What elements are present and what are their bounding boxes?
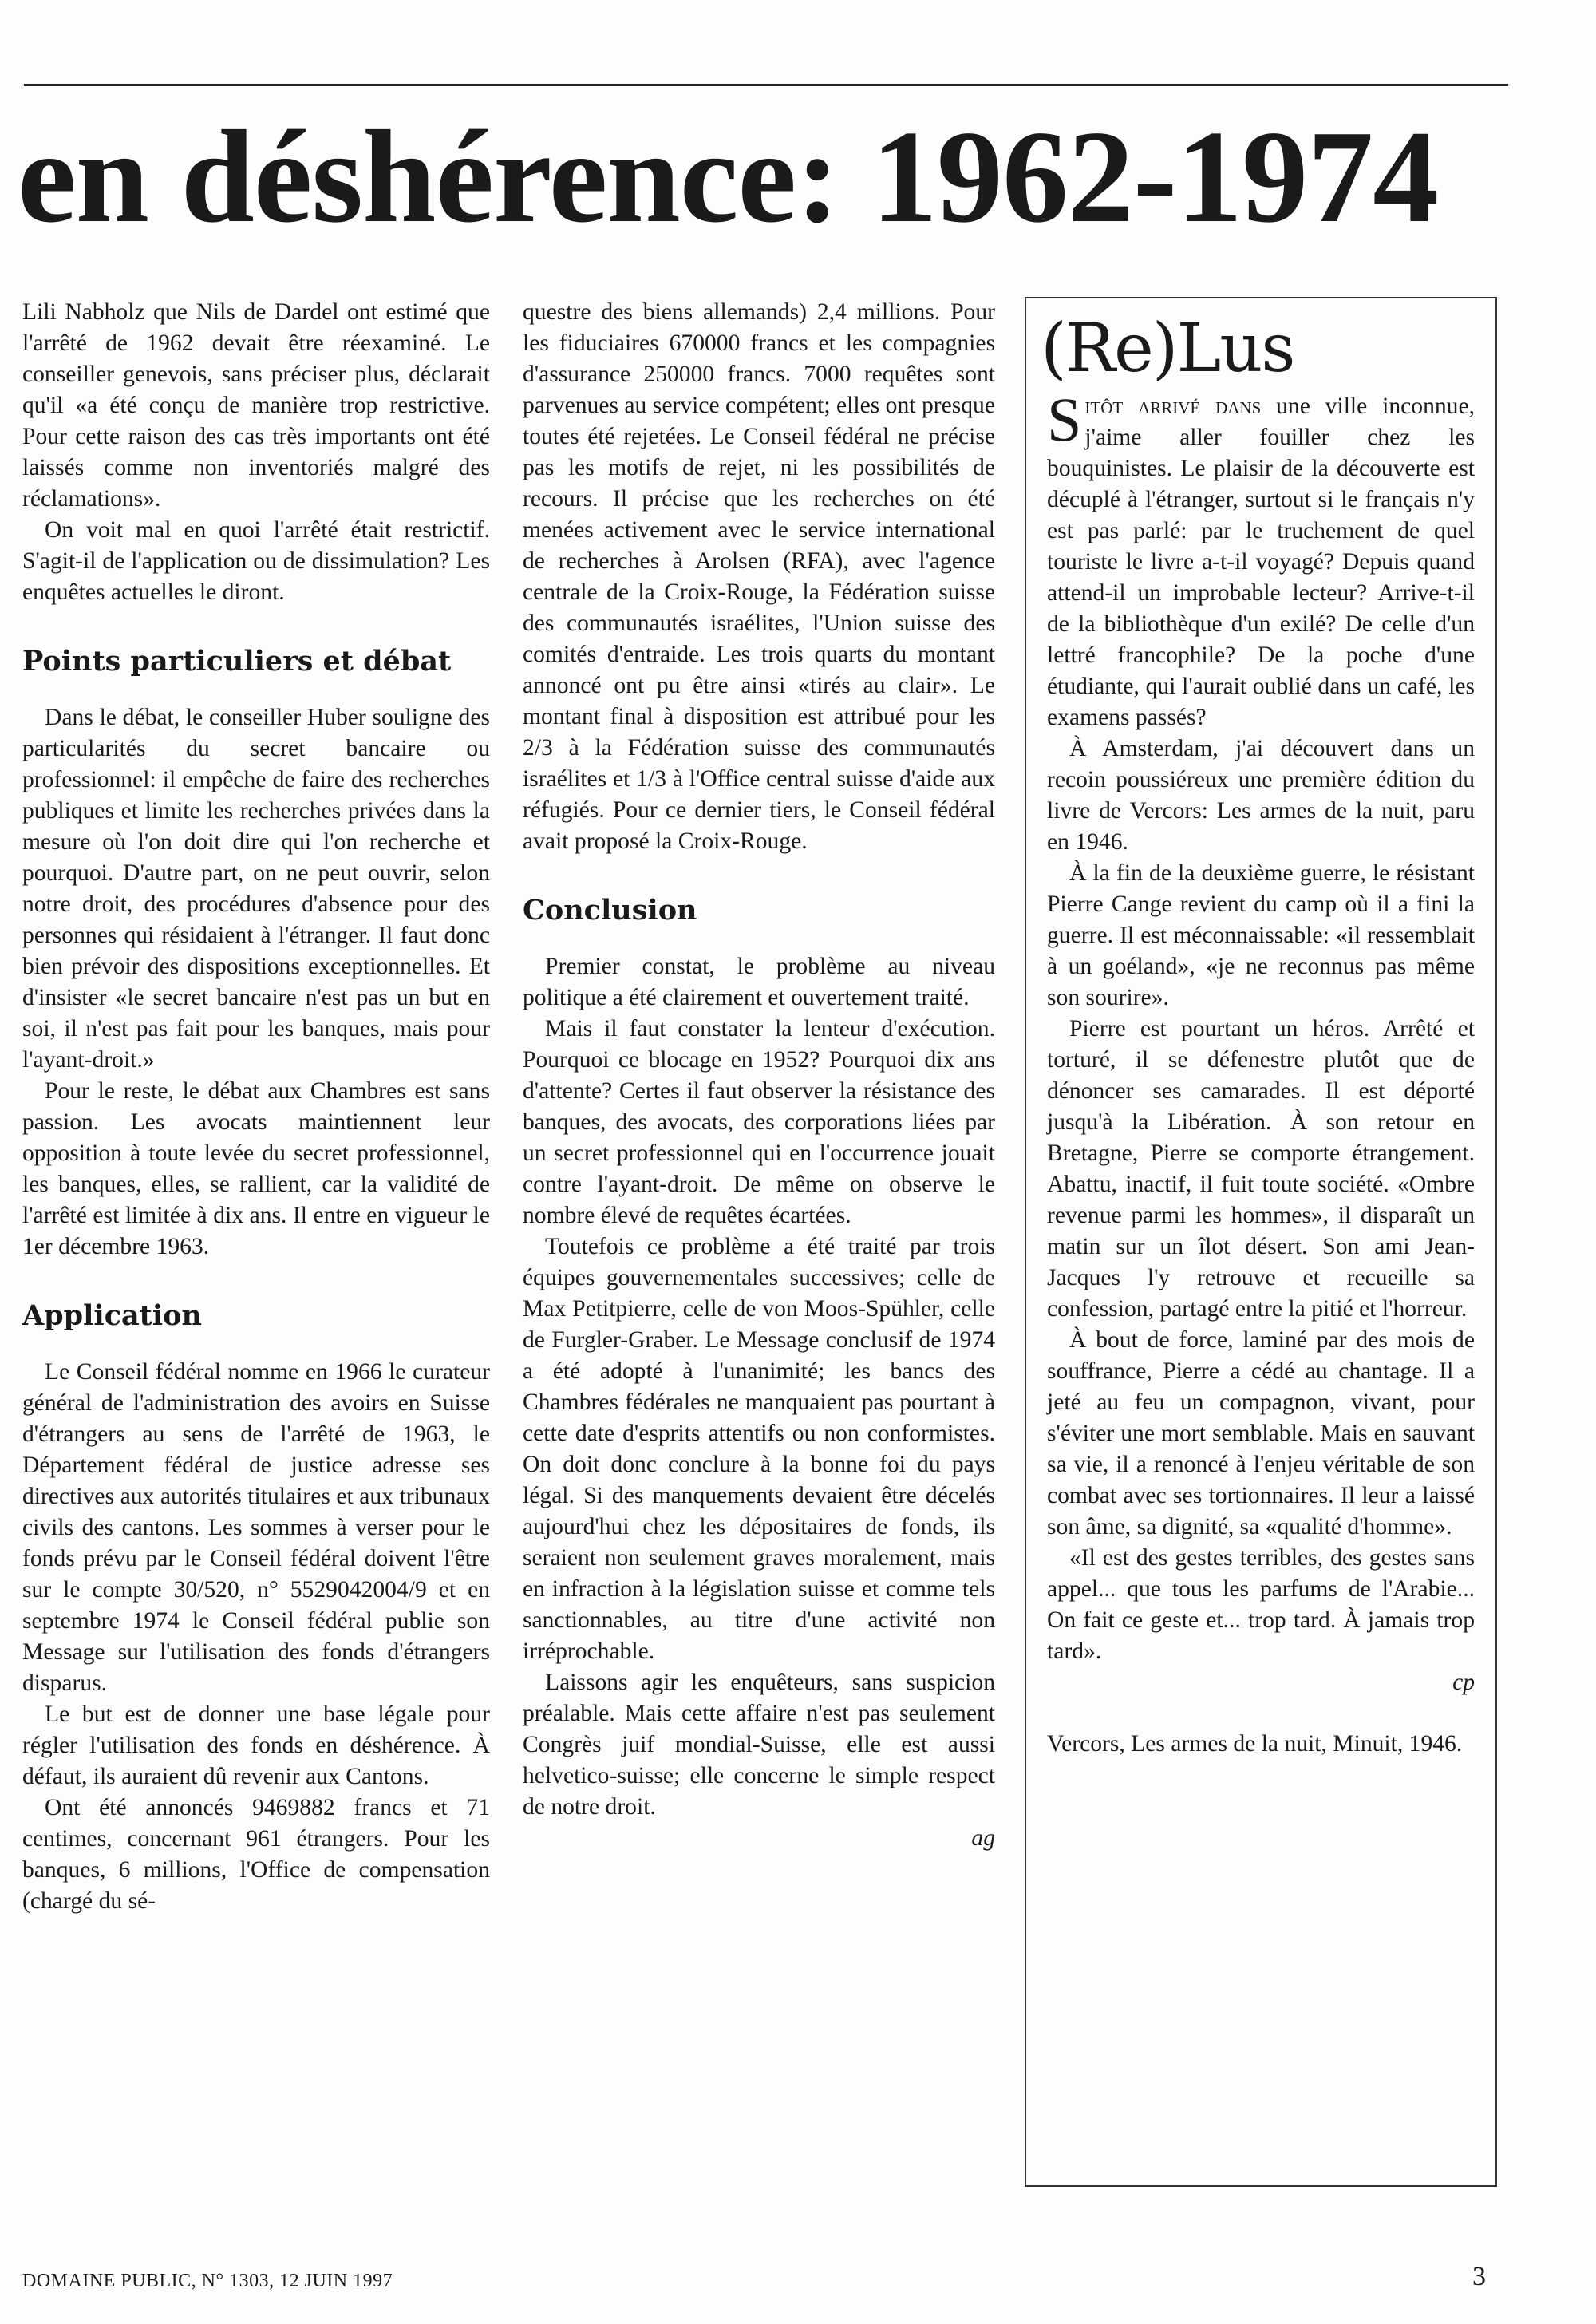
paragraph: Mais il faut constater la lenteur d'exécution. Pourquoi ce blocage en 1952? Pourquoi dix ans d'attente? Certes il faut observer la résistance des banques, des avocats, des corporations liées par un secret professionnel qui en l'occurrence jouait contre l'ayant-droit. De même on observe le nombre élevé de requêtes écartées. xyxy=(523,1016,995,1228)
paragraph: Ont été annoncés 9469882 francs et 71 centimes, concernant 961 étrangers. Pour les banques, 6 millions, l'Office de compensation (chargé du sé- xyxy=(22,1795,490,1914)
article-headline: en déshérence: 1962-1974 xyxy=(18,103,1439,250)
paragraph: Pour le reste, le débat aux Chambres est sans passion. Les avocats maintiennent leur opposition à toute levée du secret professionnel, les banques, elles, se rallient, car la validité de l'arrêté est limitée à dix ans. Il entre en vigueur le 1er décembre 1963. xyxy=(22,1078,490,1259)
sidebar-body xyxy=(1047,385,1475,1760)
author-signature: cp xyxy=(1452,1670,1475,1695)
paragraph: À la fin de la deuxième guerre, le résistant Pierre Cange revient du camp où il a fini la guerre. Il est méconnaissable: «il ressemblait à un goéland», «je ne reconnus pas même son sourire». xyxy=(1047,860,1475,1010)
paragraph: Dans le débat, le conseiller Huber souligne des particularités du secret bancaire ou professionnel: il empêche de faire des recherches publiques et limite les recherches privées dans la mesure où l'on doit dire qui l'on recherche et pourquoi. D'autre part, on ne peut ouvrir, selon notre droit, des procédures d'absence pour des personnes qui résidaient à l'étranger. Il faut donc bien prévoir des dispositions exceptionnelles. Et d'insister «le secret bancaire n'est pas un but en soi, il n'est pas fait pour les banques, mais pour l'ayant-droit.» xyxy=(22,705,490,1073)
article-column-1 xyxy=(22,297,490,1917)
paragraph: Premier constat, le problème au niveau politique a été clairement et ouvertement traité. xyxy=(523,954,995,1010)
section-heading: Application xyxy=(22,1299,202,1332)
paragraph: Lili Nabholz que Nils de Dardel ont estimé que l'arrêté de 1962 devait être réexaminé. Le conseiller genevois, sans préciser plus, déclarait qu'il «a été conçu de manière trop restrictive. Pour cette raison des cas très importants ont été laissés comme non inventoriés malgré des réclamations». xyxy=(22,299,490,512)
author-signature: ag xyxy=(971,1825,995,1851)
paragraph: Le Conseil fédéral nomme en 1966 le curateur général de l'administration des avoirs en Suisse d'étrangers au sens de l'arrêté de 1963, le Département fédéral de justice adresse ses directives aux autorités titulaires et aux tribunaux civils des cantons. Les sommes à verser pour le fonds prévu par le Conseil fédéral doivent l'être sur le compte 30/520, n° 5529042004/9 et en septembre 1974 le Conseil fédéral publie son Message sur l'utilisation des fonds d'étrangers disparus. xyxy=(22,1359,490,1696)
drop-cap: S xyxy=(1047,385,1082,454)
paragraph: «Il est des gestes terribles, des gestes sans appel... que tous les parfums de l'Arabie... On fait ce geste et... trop tard. À jamais trop tard». xyxy=(1047,1545,1475,1664)
paragraph: À bout de force, laminé par des mois de souffrance, Pierre a cédé au chantage. Il a jeté au feu un compagnon, vivant, pour s'éviter une mort semblable. Mais en sauvant sa vie, il a renoncé à l'enjeu véritable de son combat avec ses tortionnaires. Il leur a laissé son âme, sa dignité, sa «qualité d'homme». xyxy=(1047,1327,1475,1539)
page-number: 3 xyxy=(1472,2262,1486,2291)
top-rule xyxy=(24,84,1508,86)
article-column-2 xyxy=(523,297,995,1854)
paragraph: Laissons agir les enquêteurs, sans suspicion préalable. Mais cette affaire n'est pas seulement Congrès juif mondial-Suisse, elle est aussi helvetico-suisse; elle concerne le simple respect de notre droit. xyxy=(523,1670,995,1820)
sidebar-title: (Re)Lus xyxy=(1041,309,1294,387)
paragraph: Pierre est pourtant un héros. Arrêté et torturé, il se défenestre plutôt que de dénoncer ses camarades. Il est déporté jusqu'à la Libération. À son retour en Bretagne, Pierre se comporte étrangement. Abattu, inactif, il fuit toute société. «Ombre revenue parmi les hommes», il disparaît un matin sur un îlot désert. Son ami Jean-Jacques l'y retrouve et recueille sa confession, partagé entre la pitié et l'horreur. xyxy=(1047,1016,1475,1322)
publication-footer: DOMAINE PUBLIC, N° 1303, 12 JUIN 1997 xyxy=(22,2271,393,2291)
section-heading: Points particuliers et débat xyxy=(22,645,452,678)
paragraph: Toutefois ce problème a été traité par trois équipes gouvernementales successives; celle de Max Petitpierre, celle de von Moos-Spühler, celle de Furgler-Graber. Le Message conclusif de 1974 a été adopté à l'unanimité; les bancs des Chambres fédérales ne manquaient pas pourtant à cette date d'esprits attentifs ou non conformistes. On doit donc conclure à la bonne foi du pays légal. Si des manquements devaient être décelés aujourd'hui chez les dépositaires de fonds, ils seraient non seulement graves moralement, mais en infraction à la législation suisse et comme tels sanctionnables, au titre d'une activité non irréprochable. xyxy=(523,1234,995,1664)
paragraph: questre des biens allemands) 2,4 millions. Pour les fiduciaires 670000 francs et les compagnies d'assurance 250000 francs. 7000 requêtes sont parvenues au service compétent; elles ont presque toutes été rejetées. Le Conseil fédéral ne précise pas les motifs de rejet, ni les possibilités de recours. Il précise que les recherches on été menées activement avec le service international de recherches à Arolsen (RFA), avec l'agence centrale de la Croix-Rouge, la Fédération suisse des communautés israélites, l'Union suisse des comités d'entraide. Les trois quarts du montant annoncé ont pu être ainsi «tirés au clair». Le montant final à disposition est attribué pour les 2/3 à la Fédération suisse des communautés israélites et 1/3 à l'Office central suisse d'aide aux réfugiés. Pour ce dernier tiers, le Conseil fédéral avait proposé la Croix-Rouge. xyxy=(523,299,995,854)
paragraph: À Amsterdam, j'ai découvert dans un recoin poussiéreux une première édition du livre de Vercors: Les armes de la nuit, paru en 1946. xyxy=(1047,736,1475,855)
sidebar-box xyxy=(1025,297,1497,2187)
section-heading: Conclusion xyxy=(523,894,697,927)
paragraph-text: une ville inconnue, j'aime aller fouiller chez les bouquinistes. Le plaisir de la découverte est décuplé à l'étranger, surtout si le français n'y est pas parlé: par le truchement de quel touriste le livre a-t-il voyagé? Depuis quand attend-il un improbable lecteur? Arrive-t-il de la bibliothèque d'un exilé? De celle d'un lettré francophile? De la poche d'une étudiante, qui l'aurait oublié dans un café, les examens passés? xyxy=(1047,393,1475,730)
paragraph: On voit mal en quoi l'arrêté était restrictif. S'agit-il de l'application ou de dissimulation? Les enquêtes actuelles le diront. xyxy=(22,517,490,605)
paragraph xyxy=(1047,385,1475,733)
book-credit: Vercors, Les armes de la nuit, Minuit, 1946. xyxy=(1047,1731,1463,1757)
lead-in-smallcaps: itôt arrivé dans xyxy=(1084,393,1262,419)
paragraph: Le but est de donner une base légale pour régler l'utilisation des fonds en déshérence. À défaut, ils auraient dû revenir aux Cantons. xyxy=(22,1702,490,1789)
